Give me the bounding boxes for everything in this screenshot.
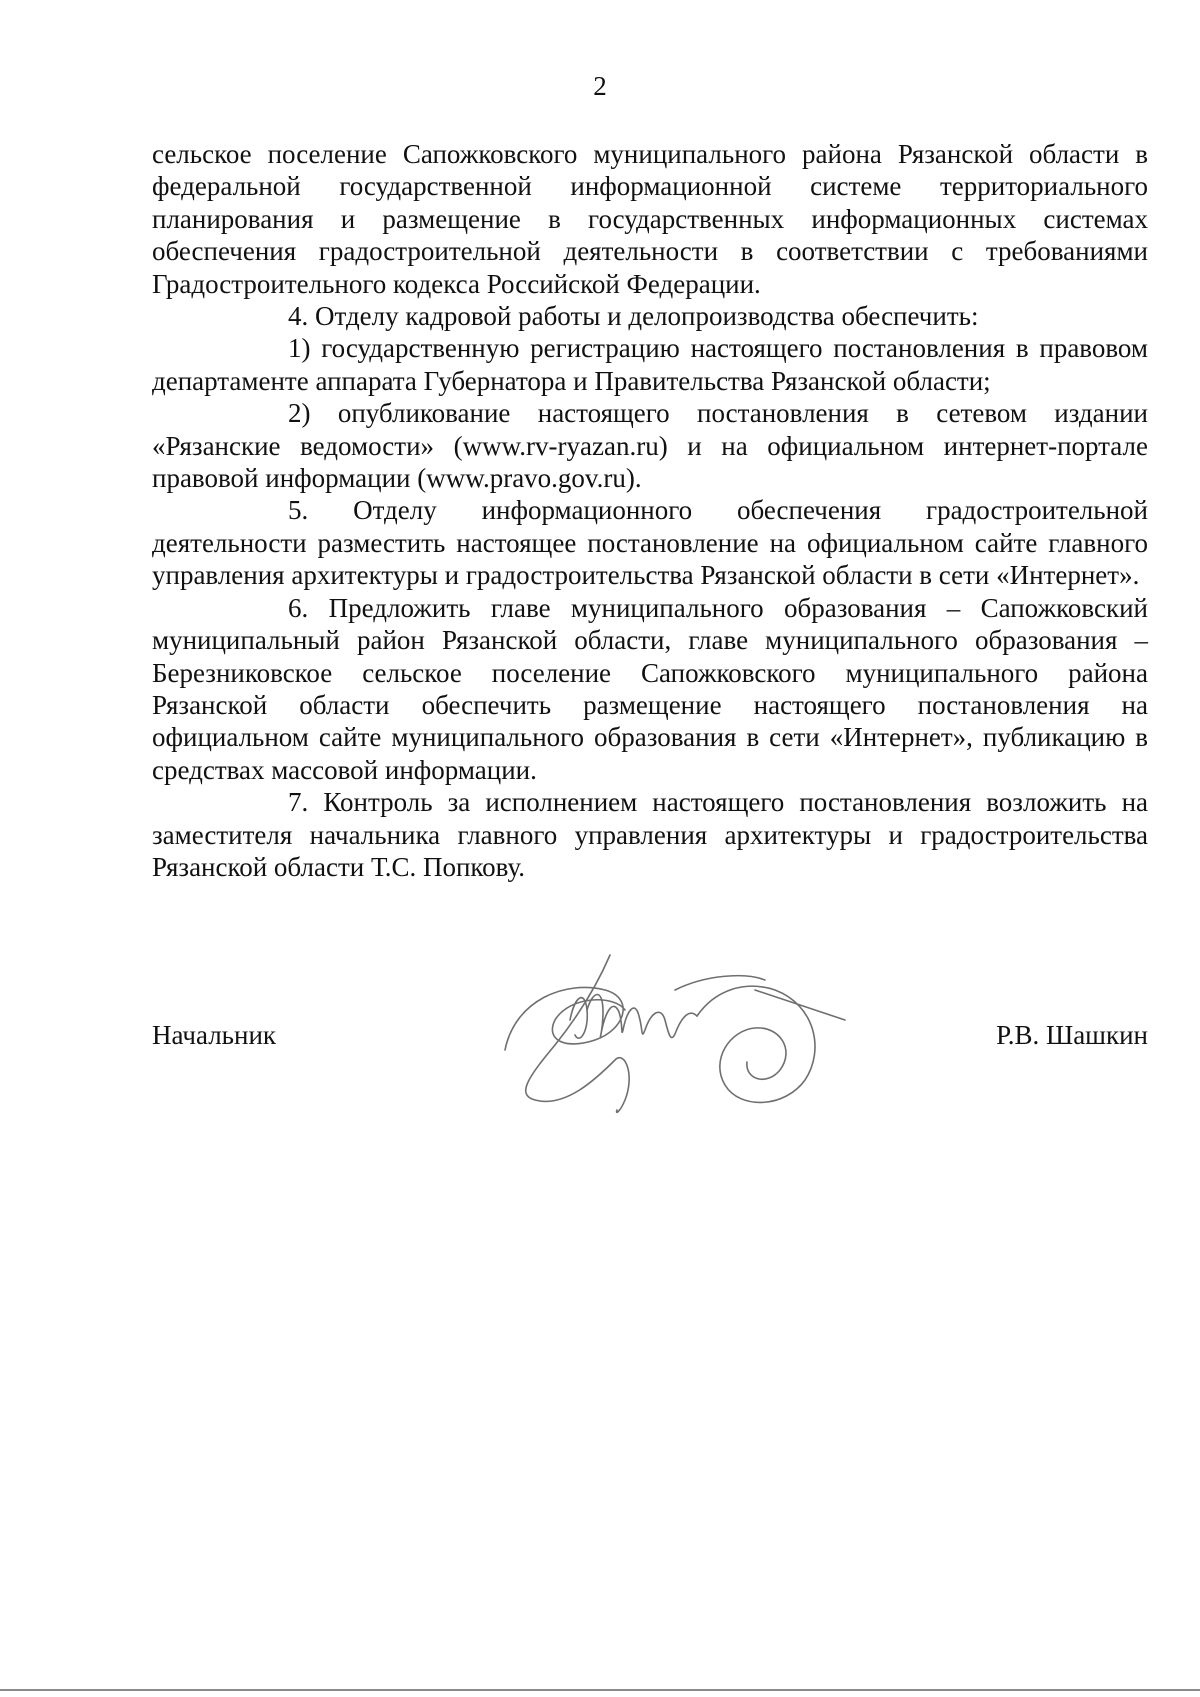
- item-number: 7.: [288, 787, 309, 818]
- item-text: Контроль за исполнением настоящего постановления возложить на заместителя начальника главного управления архитектуры и градостроительства Рязанской области Т.С. Попкову.: [152, 787, 1149, 882]
- item-text: Предложить главе муниципального образования – Сапожковский муниципальный район Рязанской области, главе муниципального образования – Березниковское сельское поселение Сапожковского муниципального района Рязанской области обеспечить размещение настоящего постановления на официальном сайте муниципального образования в сети «Интернет», публикацию в средствах массовой информации.: [152, 592, 1149, 785]
- page-number: 2: [593, 71, 607, 101]
- signature-block: [152, 1015, 1148, 1055]
- item-text: опубликование настоящего постановления в сетевом издании «Рязанские ведомости» (www.rv-ryazan.ru) и на официальном интернет-портале правовой информации (www.pravo.gov.ru).: [152, 398, 1148, 494]
- item-5-paragraph: [152, 494, 1148, 591]
- item-text: Отделу информационного обеспечения градостроительной деятельности разместить настоящее постановление на официальном сайте главного управления архитектуры и градостроительства Рязанской области в сети «Интернет».: [152, 495, 1148, 591]
- scan-bottom-edge: [0, 1689, 1200, 1691]
- item-4-paragraph: [152, 300, 1148, 332]
- item-number: 4.: [288, 301, 309, 332]
- item-text: государственную регистрацию настоящего постановления в правовом департаменте аппарата Губернатора и Правительства Рязанской области;: [152, 333, 1149, 396]
- signer-name: Р.В. Шашкин: [996, 1020, 1148, 1050]
- item-7-paragraph: [152, 786, 1148, 883]
- signer-title: Начальник: [152, 1020, 277, 1050]
- document-body: [152, 138, 1148, 883]
- item-number: 5.: [288, 495, 309, 526]
- item-text: Отделу кадровой работы и делопроизводства обеспечить:: [315, 301, 979, 332]
- item-4-2-paragraph: [152, 397, 1148, 494]
- item-4-1-paragraph: [152, 332, 1148, 397]
- continuation-paragraph: сельское поселение Сапожковского муниципального района Рязанской области в федеральной государственной информационной системе территориального планирования и размещение в государственных информационных системах обеспечения градостроительной деятельности в соответствии с требованиями Градостроительного кодекса Российской Федерации.: [152, 139, 1148, 299]
- item-number: 6.: [288, 592, 309, 623]
- item-number: 1): [288, 333, 311, 364]
- item-number: 2): [288, 398, 311, 429]
- item-6-paragraph: [152, 592, 1148, 786]
